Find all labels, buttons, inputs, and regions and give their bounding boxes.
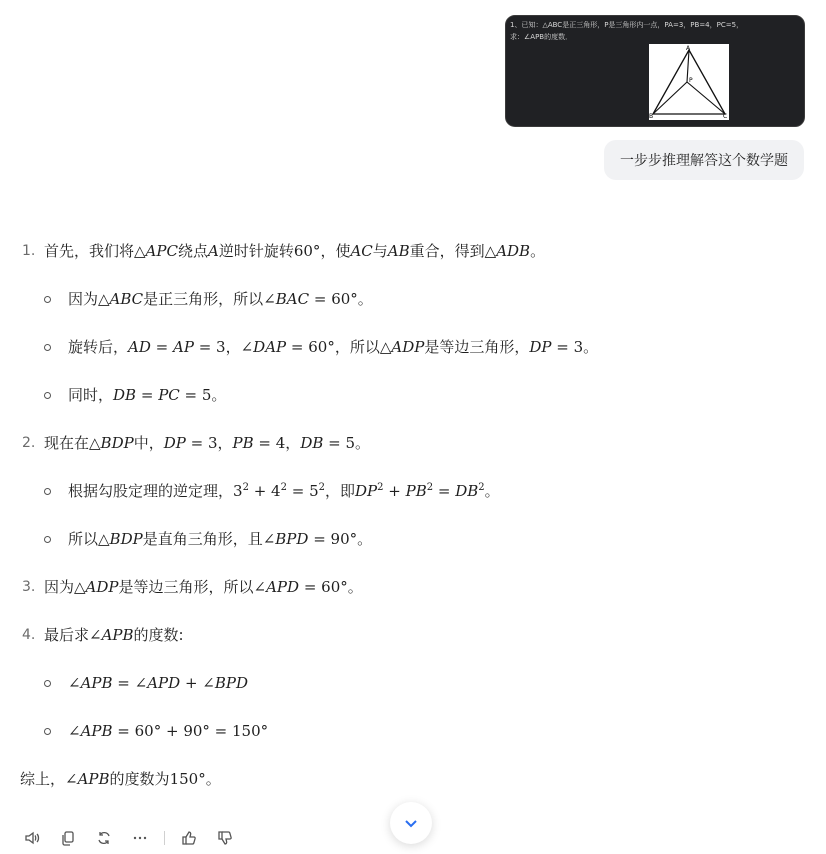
text: 绕点 bbox=[177, 242, 208, 260]
segment-pb bbox=[653, 82, 687, 114]
text: 因为 bbox=[68, 290, 99, 308]
exponent: 2 bbox=[318, 482, 325, 493]
label-a: A bbox=[686, 45, 691, 52]
text: 是等边三角形，所以 bbox=[118, 578, 254, 596]
text: ， bbox=[285, 434, 301, 452]
math: △ADP bbox=[379, 338, 425, 356]
math: = bbox=[433, 482, 456, 500]
step-text bbox=[68, 288, 373, 310]
math: + bbox=[383, 482, 406, 500]
math: = bbox=[150, 338, 173, 356]
math: DP bbox=[529, 338, 552, 356]
math: △BDP bbox=[98, 530, 143, 548]
math: = 3 bbox=[193, 338, 226, 356]
label-p: P bbox=[689, 77, 693, 84]
text: 中， bbox=[133, 434, 164, 452]
math: = 60° bbox=[309, 290, 358, 308]
math: = 4 bbox=[253, 434, 286, 452]
text: 。 bbox=[357, 530, 373, 548]
math: △ABC bbox=[98, 290, 144, 308]
math: AB bbox=[387, 242, 410, 260]
text: 的度数: bbox=[133, 626, 184, 644]
text: 与 bbox=[372, 242, 388, 260]
bullet-icon bbox=[44, 680, 51, 687]
math: 150° bbox=[169, 770, 206, 788]
more-icon[interactable] bbox=[128, 826, 152, 850]
math: ∠APD bbox=[134, 674, 181, 692]
bullet-icon bbox=[44, 728, 51, 735]
math: = bbox=[136, 386, 159, 404]
exponent: 2 bbox=[478, 482, 485, 493]
step-text bbox=[44, 240, 545, 262]
list-number: 3. bbox=[22, 579, 36, 595]
text: 根据勾股定理的逆定理， bbox=[68, 482, 234, 500]
math: DP bbox=[163, 434, 186, 452]
math: 3 bbox=[233, 482, 243, 500]
text: ，使 bbox=[320, 242, 351, 260]
math: AP bbox=[172, 338, 194, 356]
math: 4 bbox=[271, 482, 281, 500]
bullet-icon bbox=[44, 296, 51, 303]
text: 的度数为 bbox=[109, 770, 170, 788]
list-number: 2. bbox=[22, 435, 36, 451]
text: 。 bbox=[357, 290, 373, 308]
text: 。 bbox=[347, 578, 363, 596]
user-prompt-bubble: 一步步推理解答这个数学题 bbox=[604, 140, 804, 180]
math: ∠APB bbox=[89, 626, 134, 644]
math: △ADB bbox=[484, 242, 531, 260]
text: 同时， bbox=[68, 386, 114, 404]
speaker-icon[interactable] bbox=[20, 826, 44, 850]
math: DB bbox=[300, 434, 324, 452]
step-text bbox=[68, 384, 226, 406]
step-text bbox=[44, 432, 370, 454]
math: PC bbox=[158, 386, 180, 404]
math: DP bbox=[355, 482, 378, 500]
math: △BDP bbox=[89, 434, 134, 452]
step-text bbox=[68, 672, 248, 694]
text: 。 bbox=[530, 242, 546, 260]
thumbs-up-icon[interactable] bbox=[177, 826, 201, 850]
text: ，即 bbox=[325, 482, 356, 500]
math: = 60° + 90° = 150° bbox=[112, 722, 269, 740]
text: 是正三角形，所以 bbox=[143, 290, 264, 308]
math: = 5 bbox=[323, 434, 356, 452]
math: ∠BPD bbox=[262, 530, 309, 548]
thumbs-down-icon[interactable] bbox=[213, 826, 237, 850]
copy-icon[interactable] bbox=[56, 826, 80, 850]
label-c: C bbox=[723, 113, 728, 120]
math: = 60° bbox=[286, 338, 335, 356]
text: 重合，得到 bbox=[409, 242, 485, 260]
text: 逆时针旋转 bbox=[218, 242, 294, 260]
math: A bbox=[207, 242, 219, 260]
bullet-icon bbox=[44, 488, 51, 495]
math: = 90° bbox=[308, 530, 358, 548]
math: = 5 bbox=[179, 386, 212, 404]
math: ∠BAC bbox=[263, 290, 310, 308]
math: ∠APD bbox=[253, 578, 300, 596]
text: 是等边三角形， bbox=[424, 338, 530, 356]
text: 因为 bbox=[44, 578, 75, 596]
step-text bbox=[68, 720, 268, 742]
math: = 3 bbox=[185, 434, 218, 452]
math: ∠DAP bbox=[240, 338, 287, 356]
user-image-card[interactable] bbox=[505, 15, 805, 127]
math: ∠APB bbox=[68, 722, 113, 740]
text: 首先，我们将 bbox=[44, 242, 135, 260]
bullet-icon bbox=[44, 344, 51, 351]
text: 。 bbox=[205, 770, 221, 788]
scroll-to-bottom-button[interactable] bbox=[390, 802, 432, 844]
exponent: 2 bbox=[377, 482, 384, 493]
chevron-down-icon bbox=[403, 815, 419, 831]
bullet-icon bbox=[44, 392, 51, 399]
list-number: 4. bbox=[22, 627, 36, 643]
math: PB bbox=[232, 434, 254, 452]
math: + bbox=[180, 674, 203, 692]
regenerate-icon[interactable] bbox=[92, 826, 116, 850]
step-text bbox=[68, 336, 598, 358]
segment-pc bbox=[687, 82, 725, 114]
exponent: 2 bbox=[426, 482, 434, 493]
text: ，所以 bbox=[334, 338, 380, 356]
exponent: 2 bbox=[242, 482, 249, 493]
text: 。 bbox=[211, 386, 227, 404]
math: = 60° bbox=[299, 578, 348, 596]
text: 最后求 bbox=[44, 626, 90, 644]
math: = bbox=[286, 482, 310, 500]
math: PB bbox=[405, 482, 427, 500]
triangle-figure bbox=[649, 44, 729, 120]
math: ∠APB bbox=[68, 674, 113, 692]
bullet-icon bbox=[44, 536, 51, 543]
conclusion-text bbox=[20, 768, 221, 790]
math: DB bbox=[455, 482, 479, 500]
math: + bbox=[248, 482, 272, 500]
step-text bbox=[44, 624, 184, 646]
problem-text: 1、已知：△ABC是正三角形，P是三角形内一点，PA=3，PB=4，PC=5， 求：∠APB的度数． bbox=[510, 21, 744, 41]
exponent: 2 bbox=[280, 482, 287, 493]
step-text bbox=[68, 480, 500, 502]
math: AC bbox=[350, 242, 373, 260]
label-b: B bbox=[649, 113, 654, 120]
math: AD bbox=[128, 338, 151, 356]
text: 所以 bbox=[68, 530, 99, 548]
step-text bbox=[44, 576, 363, 598]
text: 。 bbox=[484, 482, 500, 500]
text: 。 bbox=[583, 338, 599, 356]
text: 旋转后， bbox=[68, 338, 129, 356]
math: ∠APB bbox=[65, 770, 110, 788]
text: 现在在 bbox=[44, 434, 90, 452]
list-number: 1. bbox=[22, 243, 36, 259]
math: △ADP bbox=[74, 578, 119, 596]
message-actions bbox=[20, 826, 249, 850]
math: 5 bbox=[309, 482, 319, 500]
math: = 3 bbox=[551, 338, 584, 356]
text: 综上， bbox=[20, 770, 66, 788]
math: △APC bbox=[134, 242, 178, 260]
math: = bbox=[112, 674, 135, 692]
math: 60° bbox=[293, 242, 321, 260]
math: DB bbox=[113, 386, 137, 404]
text: 。 bbox=[355, 434, 371, 452]
step-text bbox=[68, 528, 372, 550]
divider bbox=[164, 831, 165, 845]
text: ， bbox=[217, 434, 233, 452]
math: ∠BPD bbox=[202, 674, 248, 692]
text: 是直角三角形，且 bbox=[142, 530, 263, 548]
text: ， bbox=[225, 338, 241, 356]
